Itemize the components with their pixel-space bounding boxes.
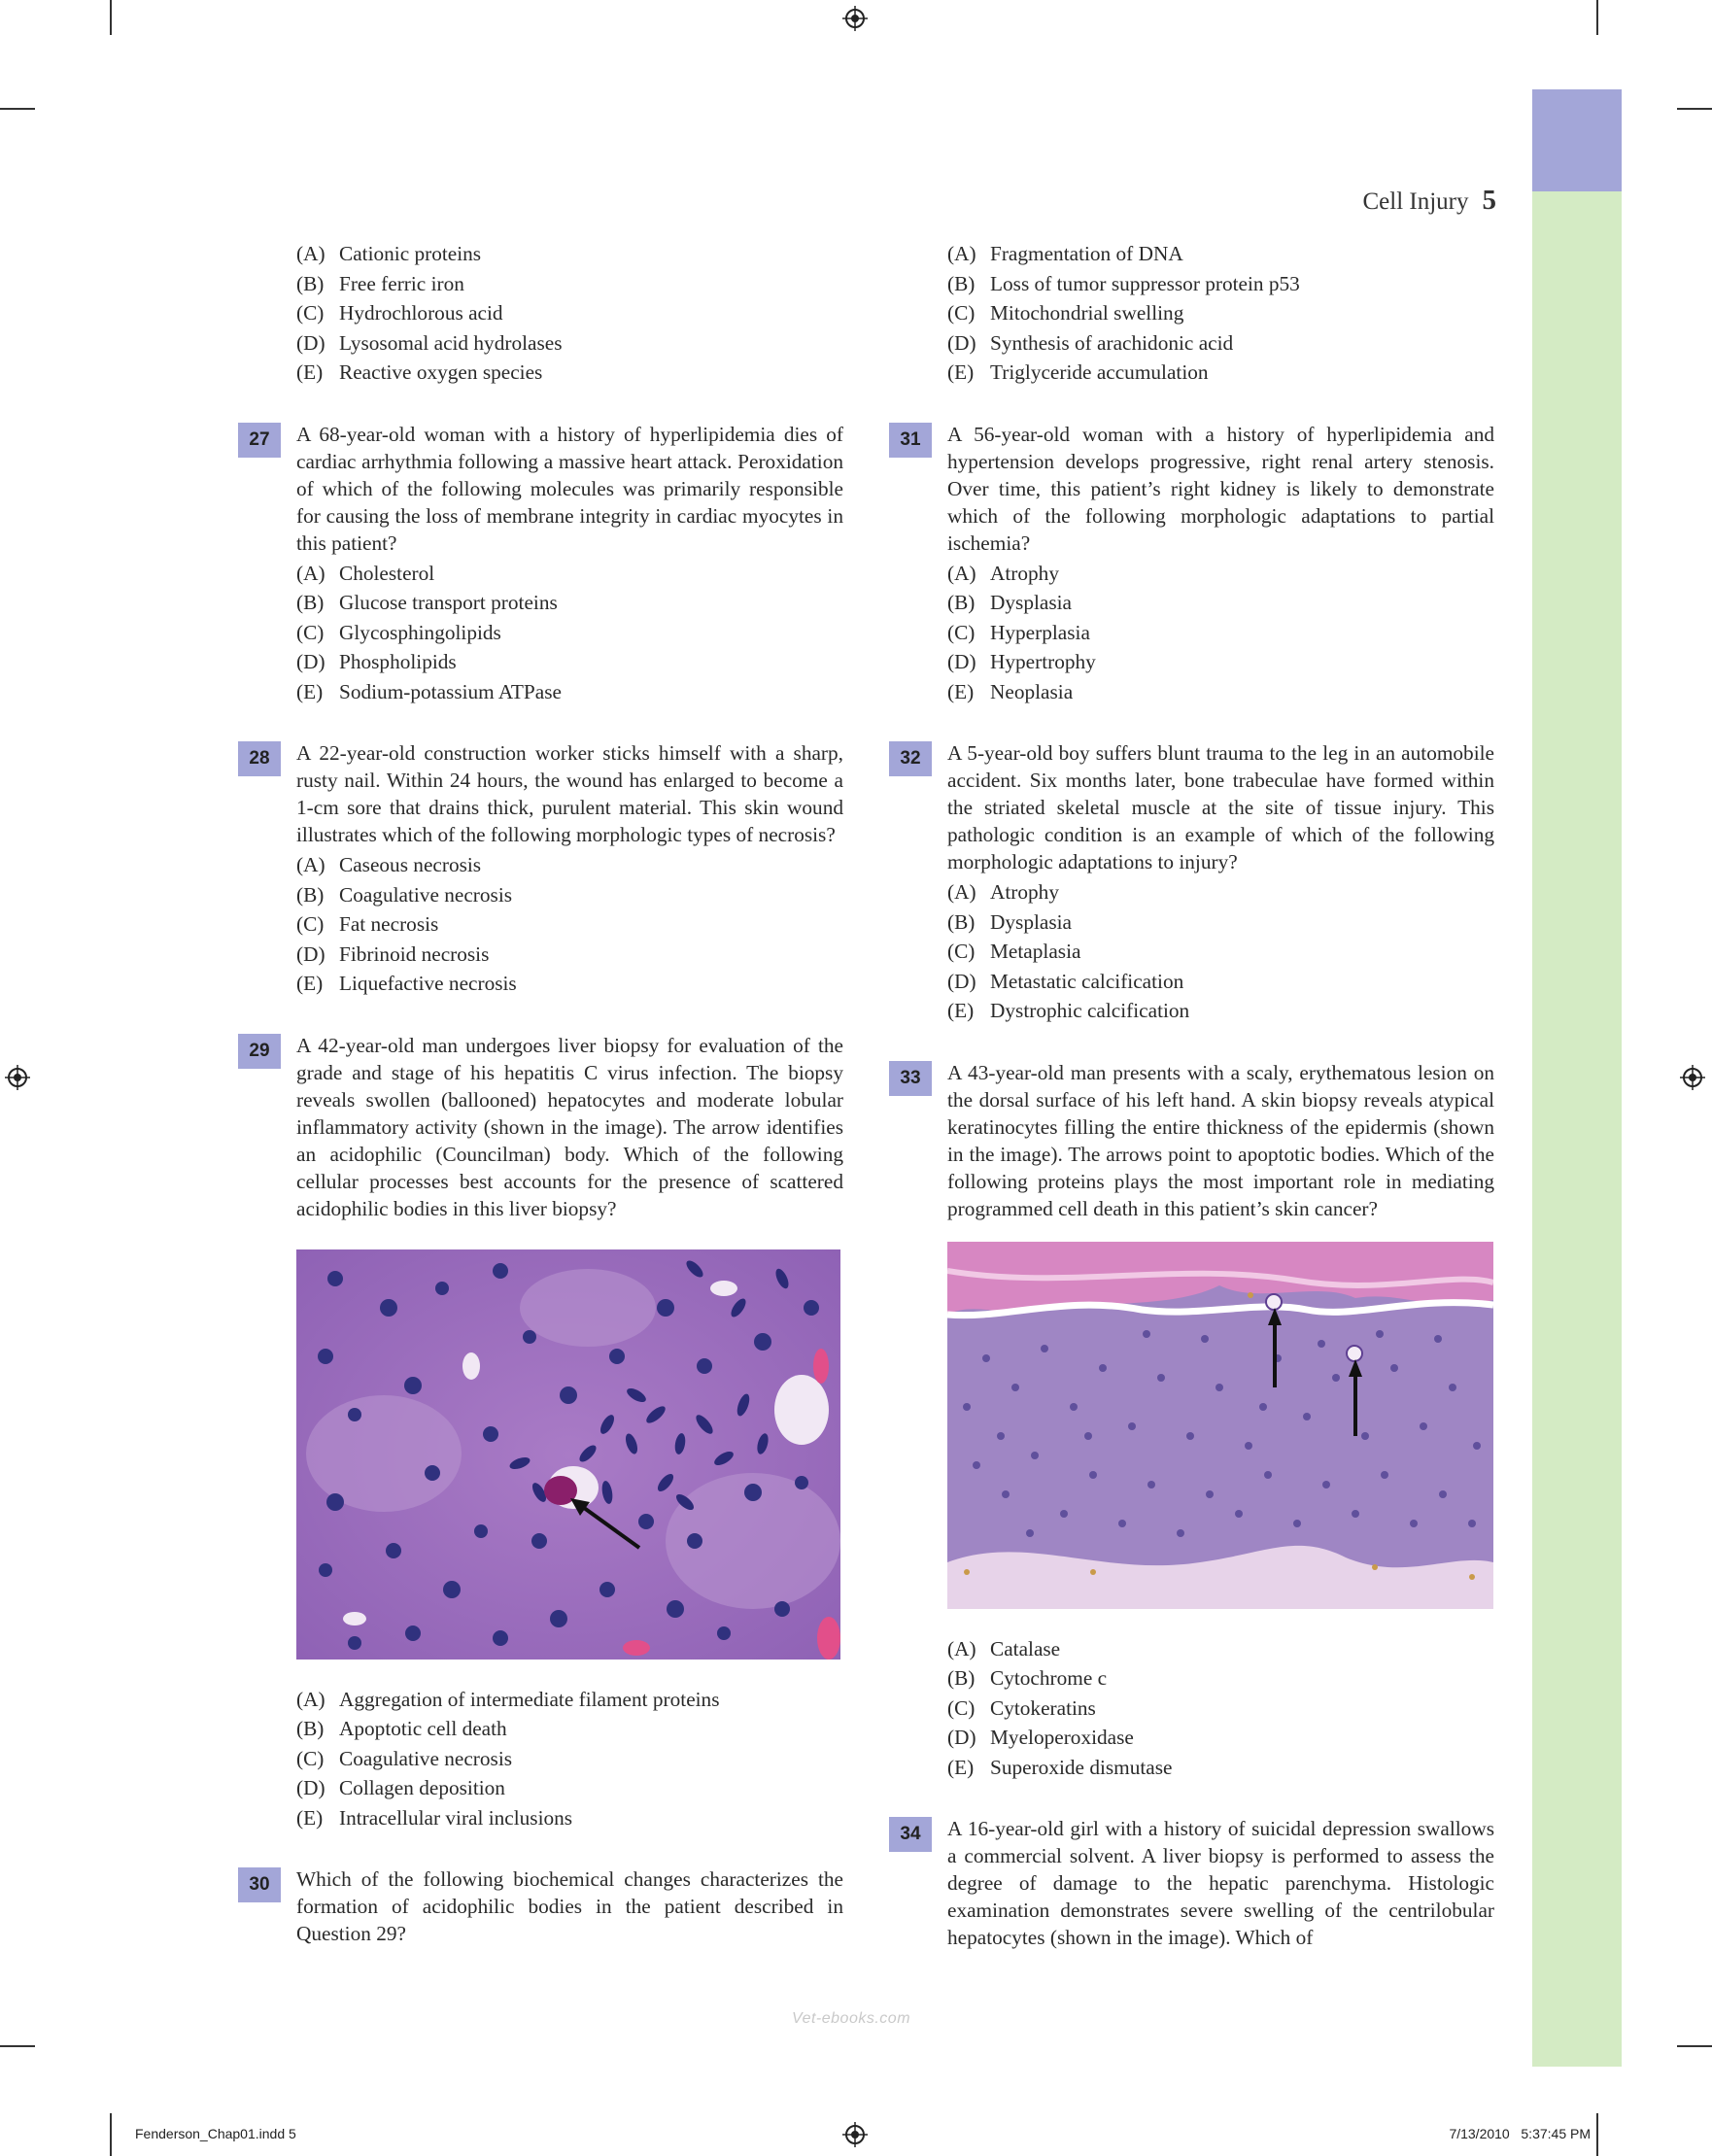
option-letter: (B)	[947, 909, 976, 934]
answer-option[interactable]	[296, 647, 843, 677]
answer-option[interactable]	[947, 1694, 1494, 1724]
slug-file-name: Fenderson_Chap01.indd 5	[135, 2126, 296, 2141]
option-text: Cholesterol	[339, 561, 435, 585]
chapter-tab-blue	[1532, 89, 1622, 191]
option-text: Dysplasia	[990, 591, 1072, 614]
answer-option[interactable]	[947, 328, 1494, 359]
option-letter: (B)	[296, 1717, 325, 1740]
question-33	[900, 1059, 1494, 1783]
option-text: Myeloperoxidase	[990, 1726, 1134, 1749]
watermark: Vet-ebooks.com	[792, 2010, 911, 2027]
option-text: Atrophy	[990, 561, 1059, 585]
question-28	[249, 739, 843, 999]
answer-option[interactable]	[296, 618, 843, 648]
option-text: Liquefactive necrosis	[339, 972, 517, 995]
option-text: Dystrophic calcification	[990, 999, 1190, 1022]
answer-option[interactable]	[947, 937, 1494, 967]
option-letter: (B)	[947, 271, 976, 295]
option-text: Caseous necrosis	[339, 853, 482, 876]
option-text: Free ferric iron	[339, 271, 464, 295]
option-text: Metastatic calcification	[990, 969, 1184, 993]
question-number-badge: 28	[238, 741, 281, 776]
registration-mark-icon	[842, 6, 868, 31]
question-number-badge: 29	[238, 1034, 281, 1069]
option-text: Reactive oxygen species	[339, 360, 543, 384]
option-letter: (D)	[296, 1776, 325, 1799]
answer-option[interactable]	[947, 358, 1494, 388]
option-text: Apoptotic cell death	[339, 1717, 507, 1740]
option-letter: (A)	[947, 242, 976, 265]
answer-option[interactable]	[947, 298, 1494, 328]
crop-mark	[0, 108, 35, 110]
answer-option[interactable]	[296, 1773, 843, 1803]
question-stem: A 43-year-old man presents with a scaly, erythematous lesion on the dorsal surface of his left hand. A skin biopsy reveals atypical keratinocytes filling the entire thickness of the epidermis (shown in the image). The arrows point to apoptotic bodies. Which of the following proteins plays the most important role in mediating programmed cell death in this patient’s skin cancer?	[947, 1060, 1494, 1220]
crop-mark	[1596, 2113, 1598, 2156]
option-letter: (D)	[947, 330, 976, 355]
answer-option[interactable]	[947, 239, 1494, 269]
option-letter: (D)	[947, 650, 976, 673]
option-text: Intracellular viral inclusions	[339, 1805, 573, 1830]
answer-option[interactable]	[296, 850, 843, 880]
crop-mark	[1677, 108, 1712, 110]
option-text: Cytochrome c	[990, 1666, 1108, 1690]
option-letter: (E)	[947, 679, 975, 703]
option-letter: (E)	[296, 1805, 324, 1830]
option-letter: (A)	[296, 561, 325, 585]
answer-option[interactable]	[947, 618, 1494, 648]
left-column	[249, 239, 843, 1980]
crop-mark	[1596, 0, 1598, 35]
option-text: Fibrinoid necrosis	[339, 941, 490, 966]
option-letter: (C)	[296, 620, 325, 644]
right-column	[900, 239, 1494, 1984]
option-letter: (A)	[947, 1636, 976, 1660]
option-letter: (C)	[947, 301, 976, 325]
answer-option[interactable]	[296, 559, 843, 589]
answer-option[interactable]	[947, 967, 1494, 997]
chapter-tab-green	[1532, 191, 1622, 2067]
option-letter: (E)	[296, 972, 324, 995]
option-text: Fat necrosis	[339, 912, 439, 936]
option-letter: (A)	[296, 242, 325, 265]
answer-option[interactable]	[296, 969, 843, 999]
option-text: Hyperplasia	[990, 620, 1090, 644]
answer-option[interactable]	[947, 559, 1494, 589]
question-29	[249, 1032, 843, 1833]
option-text: Cationic proteins	[339, 242, 482, 265]
answer-option[interactable]	[296, 1714, 843, 1744]
skin-biopsy-micrograph	[947, 1242, 1493, 1609]
option-text: Atrophy	[990, 880, 1059, 904]
option-letter: (A)	[296, 853, 325, 876]
question-34	[900, 1815, 1494, 1951]
crop-mark	[110, 2113, 112, 2156]
page-number: 5	[1482, 185, 1496, 216]
answer-option[interactable]	[296, 588, 843, 618]
crop-mark	[110, 0, 112, 35]
option-letter: (E)	[296, 360, 324, 384]
answer-options	[947, 877, 1494, 1026]
question-27	[249, 421, 843, 707]
option-text: Lysosomal acid hydrolases	[339, 330, 563, 355]
option-text: Collagen deposition	[339, 1776, 505, 1799]
crop-mark	[1677, 2045, 1712, 2047]
option-text: Fragmentation of DNA	[990, 242, 1183, 265]
question-32	[900, 739, 1494, 1026]
question-stem: A 42-year-old man undergoes liver biopsy for evaluation of the grade and stage of his hepatitis C virus infection. The biopsy reveals swollen (ballooned) hepatocytes and moderate lobular inflammatory activity (shown in the image). The arrow identifies an acidophilic (Councilman) body. Which of the following cellular processes best accounts for the presence of scattered acidophilic bodies in this liver biopsy?	[296, 1033, 843, 1220]
option-letter: (C)	[296, 1746, 325, 1770]
option-letter: (C)	[296, 301, 325, 325]
option-text: Dysplasia	[990, 909, 1072, 934]
option-text: Triglyceride accumulation	[990, 360, 1209, 384]
answer-option[interactable]	[296, 358, 843, 388]
question-number-badge: 31	[889, 423, 932, 458]
answer-options	[947, 1634, 1494, 1783]
option-text: Phospholipids	[339, 650, 457, 673]
registration-mark-icon	[842, 2122, 868, 2147]
question-number-badge: 30	[238, 1867, 281, 1902]
answer-option[interactable]	[947, 269, 1494, 299]
question-stem: A 56-year-old woman with a history of hyperlipidemia and hypertension develops progressive, right renal artery stenosis. Over time, this patient’s right kidney is likely to demonstrate which of the following morphologic adaptations to partial ischemia?	[947, 422, 1494, 555]
option-letter: (D)	[947, 969, 976, 993]
answer-option[interactable]	[947, 1663, 1494, 1694]
slug-timestamp: 7/13/2010 5:37:45 PM	[1449, 2126, 1591, 2141]
option-letter: (D)	[296, 941, 325, 966]
question-30	[249, 1865, 843, 1947]
option-letter: (B)	[947, 591, 976, 614]
answer-options	[947, 559, 1494, 707]
answer-option[interactable]	[296, 880, 843, 910]
option-text: Sodium-potassium ATPase	[339, 679, 562, 703]
question-stem: A 16-year-old girl with a history of suicidal depression swallows a commercial solvent. A liver biopsy is performed to assess the degree of damage to the hepatic parenchyma. Histologic examination demonstrates severe swelling of the centrilobular hepatocytes (shown in the image). Which of	[947, 1817, 1494, 1949]
answer-option[interactable]	[296, 677, 843, 707]
option-text: Glycosphingolipids	[339, 620, 501, 644]
option-text: Aggregation of intermediate filament proteins	[339, 1687, 720, 1711]
answer-option[interactable]	[947, 1753, 1494, 1783]
answer-option[interactable]	[947, 1634, 1494, 1664]
option-letter: (C)	[947, 940, 976, 963]
option-text: Loss of tumor suppressor protein p53	[990, 271, 1300, 295]
option-text: Glucose transport proteins	[339, 591, 558, 614]
answer-option[interactable]	[947, 647, 1494, 677]
answer-options	[296, 850, 843, 999]
answer-options	[296, 559, 843, 707]
option-letter: (D)	[296, 330, 325, 355]
running-header	[1362, 185, 1496, 217]
question-stem: A 68-year-old woman with a history of hyperlipidemia dies of cardiac arrhythmia following a massive heart attack. Peroxidation of which of the following molecules was primarily responsible for causing the loss of membrane integrity in cardiac myocytes in this patient?	[296, 422, 843, 555]
option-letter: (E)	[296, 679, 324, 703]
option-text: Synthesis of arachidonic acid	[990, 330, 1234, 355]
question-number-badge: 27	[238, 423, 281, 458]
crop-mark	[0, 2045, 35, 2047]
answer-option[interactable]	[296, 1744, 843, 1774]
liver-biopsy-micrograph	[296, 1249, 840, 1660]
option-letter: (E)	[947, 1755, 975, 1779]
question-stem: A 5-year-old boy suffers blunt trauma to the leg in an automobile accident. Six months later, bone trabeculae have formed within the striated skeletal muscle at the site of tissue injury. This pathologic condition is an example of which of the following morphologic adaptations to injury?	[947, 741, 1494, 873]
option-letter: (A)	[296, 1687, 325, 1711]
option-letter: (E)	[947, 999, 975, 1022]
answer-options	[296, 1685, 843, 1833]
answer-option[interactable]	[947, 996, 1494, 1026]
registration-mark-icon	[1680, 1065, 1705, 1090]
answer-option[interactable]	[947, 588, 1494, 618]
answer-option[interactable]	[296, 298, 843, 328]
option-text: Mitochondrial swelling	[990, 301, 1184, 325]
option-letter: (E)	[947, 360, 975, 384]
answer-option[interactable]	[296, 909, 843, 940]
question-number-badge: 33	[889, 1061, 932, 1096]
option-text: Metaplasia	[990, 940, 1081, 963]
option-text: Catalase	[990, 1636, 1061, 1660]
option-letter: (B)	[296, 591, 325, 614]
answer-option[interactable]	[296, 1803, 843, 1833]
option-text: Cytokeratins	[990, 1695, 1096, 1720]
answer-option[interactable]	[947, 1723, 1494, 1753]
option-letter: (D)	[947, 1726, 976, 1749]
question-number-badge: 32	[889, 741, 932, 776]
answer-option[interactable]	[296, 239, 843, 269]
answer-options	[947, 239, 1494, 388]
question-stem: A 22-year-old construction worker sticks himself with a sharp, rusty nail. Within 24 hours, the wound has enlarged to become a 1-cm sore that drains thick, purulent material. This skin wound illustrates which of the following morphologic types of necrosis?	[296, 741, 843, 846]
answer-option[interactable]	[947, 677, 1494, 707]
option-text: Superoxide dismutase	[990, 1755, 1173, 1779]
option-letter: (B)	[947, 1666, 976, 1690]
option-text: Neoplasia	[990, 679, 1074, 703]
option-letter: (A)	[947, 561, 976, 585]
option-letter: (C)	[947, 1695, 976, 1720]
chapter-title: Cell Injury	[1362, 188, 1469, 215]
option-letter: (B)	[296, 882, 325, 907]
option-text: Hydrochlorous acid	[339, 301, 503, 325]
answer-option[interactable]	[296, 1685, 843, 1715]
answer-option[interactable]	[947, 907, 1494, 938]
question-stem: Which of the following biochemical changes characterizes the formation of acidophilic bodies in the patient described in Question 29?	[296, 1867, 843, 1945]
answer-option[interactable]	[296, 940, 843, 970]
answer-option[interactable]	[296, 269, 843, 299]
question-31	[900, 421, 1494, 707]
option-text: Coagulative necrosis	[339, 882, 513, 907]
answer-option[interactable]	[296, 328, 843, 359]
option-letter: (A)	[947, 880, 976, 904]
option-text: Coagulative necrosis	[339, 1746, 513, 1770]
answer-option[interactable]	[947, 877, 1494, 907]
registration-mark-icon	[5, 1065, 30, 1090]
option-letter: (B)	[296, 271, 325, 295]
answer-options	[296, 239, 843, 388]
option-text: Hypertrophy	[990, 650, 1096, 673]
option-letter: (D)	[296, 650, 325, 673]
option-letter: (C)	[296, 912, 325, 936]
question-number-badge: 34	[889, 1817, 932, 1852]
option-letter: (C)	[947, 620, 976, 644]
